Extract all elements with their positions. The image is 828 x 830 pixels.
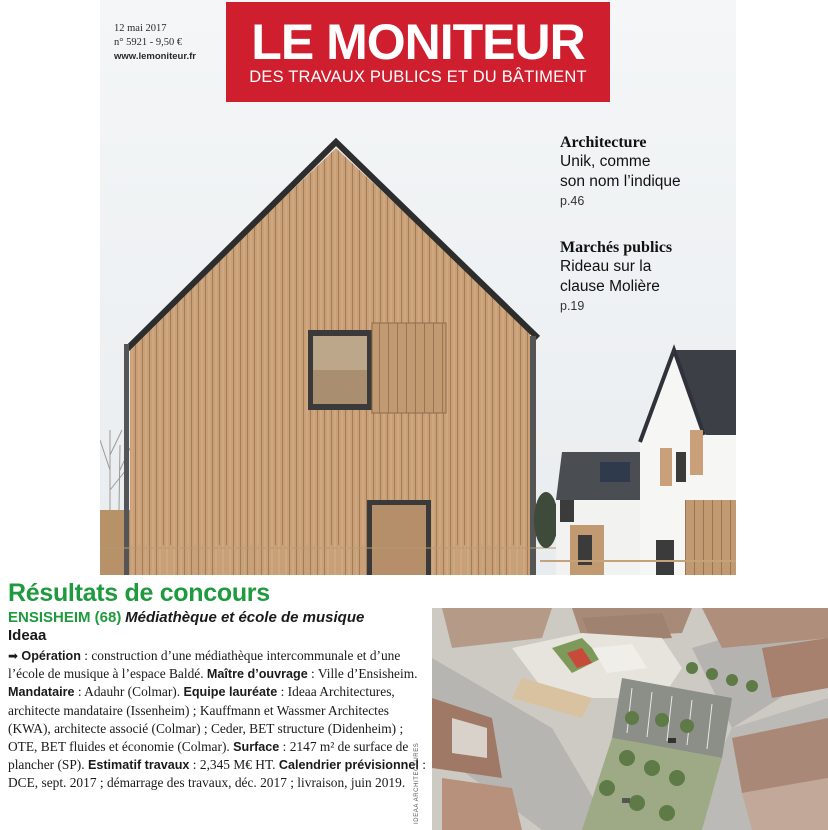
- calendrier-text: : DCE, sept. 2017 ; démarrage des travaux, déc. 2017 ; livraison, juin 2019.: [8, 757, 426, 791]
- issue-number-price: n° 5921 - 9,50 €: [114, 37, 183, 48]
- image-credit: IDEAA ARCHITECTURES: [414, 742, 420, 824]
- teaser-page: p.46: [560, 194, 585, 208]
- teaser-line: son nom l’indique: [560, 173, 681, 190]
- cover-teaser-architecture: [560, 133, 681, 210]
- equipe-text: : Ideaa Architectures, architecte mandataire (Issenheim) ; Kauffmann et Wassmer Architectes (KWA), architecte associé (Colmar) ; Ceder, BET structure (Didenheim) ; OTE, BET fluides et économie (Colmar).: [8, 684, 404, 755]
- project-title: Médiathèque et école de musique: [125, 609, 365, 626]
- issue-info: [114, 22, 196, 64]
- masthead-subtitle: DES TRAVAUX PUBLICS ET DU BÂTIMENT: [249, 68, 587, 86]
- cover-teaser-marches-publics: [560, 238, 672, 315]
- equipe-label: Equipe lauréate: [183, 685, 278, 700]
- surface-label: Surface: [233, 740, 280, 755]
- estimatif-label: Estimatif travaux: [87, 758, 190, 773]
- teaser-page: p.19: [560, 299, 585, 313]
- teaser-line: clause Molière: [560, 278, 660, 295]
- estimatif-text: : 2,345 M€ HT.: [189, 757, 279, 773]
- winner-name: Ideaa: [8, 627, 47, 644]
- surface-text: : 2147 m² de surface de plancher (SP).: [8, 739, 409, 773]
- article-body: [8, 647, 428, 793]
- article-heading: Résultats de concours: [8, 579, 270, 607]
- operation-text: : construction d’une médiathèque intercommunale et d’une l’école de musique à l’espace Baldé.: [8, 648, 401, 682]
- aerial-render-drawing: [432, 608, 828, 830]
- project-line: [8, 609, 428, 627]
- teaser-line: Unik, comme: [560, 153, 651, 170]
- calendrier-label: Calendrier prévisionnel: [278, 758, 419, 773]
- competition-results-article: [8, 578, 428, 793]
- magazine-cover: [100, 0, 736, 575]
- arrow-right-icon: ➡: [8, 649, 19, 663]
- moa-text: : Ville d’Ensisheim.: [307, 666, 418, 682]
- teaser-title: Marchés publics: [560, 239, 673, 256]
- teaser-title: Architecture: [560, 134, 647, 151]
- operation-label: Opération: [21, 649, 81, 663]
- project-location: ENSISHEIM (68): [8, 609, 122, 626]
- website-url: www.lemoniteur.fr: [114, 51, 196, 62]
- masthead-title: LE MONITEUR: [251, 14, 585, 70]
- masthead-logo: [226, 2, 610, 102]
- moa-label: Maître d’ouvrage: [206, 667, 308, 682]
- mandataire-text: : Adauhr (Colmar).: [74, 684, 184, 700]
- teaser-line: Rideau sur la: [560, 258, 652, 275]
- mandataire-label: Mandataire: [8, 685, 75, 700]
- aerial-render-image: [432, 608, 828, 830]
- issue-date: 12 mai 2017: [114, 23, 167, 34]
